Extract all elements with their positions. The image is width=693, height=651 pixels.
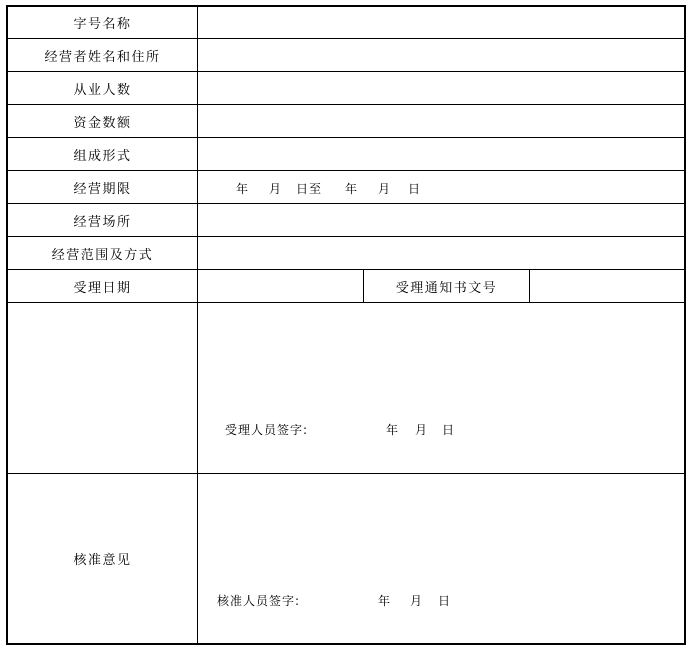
operator-field[interactable] bbox=[198, 39, 684, 71]
form-label: 组成形式 bbox=[8, 138, 198, 170]
form-field[interactable] bbox=[198, 138, 684, 170]
term-year-2: 年 bbox=[345, 182, 359, 196]
premises-field[interactable] bbox=[198, 204, 684, 236]
row-term bbox=[8, 171, 684, 204]
row-operator bbox=[8, 39, 684, 72]
scope-label: 经营范围及方式 bbox=[8, 237, 198, 269]
term-month-1: 月 bbox=[269, 182, 283, 196]
trade-name-field[interactable] bbox=[198, 7, 684, 38]
employees-field[interactable] bbox=[198, 72, 684, 104]
capital-label: 资金数额 bbox=[8, 105, 198, 137]
acceptance-date-field[interactable] bbox=[198, 270, 363, 302]
premises-label: 经营场所 bbox=[8, 204, 198, 236]
row-acceptance bbox=[8, 270, 684, 303]
approval-day: 日 bbox=[438, 594, 452, 608]
registration-form bbox=[6, 5, 686, 645]
acceptor-day: 日 bbox=[442, 423, 456, 437]
trade-name-label: 字号名称 bbox=[8, 7, 198, 38]
acceptor-month: 月 bbox=[415, 423, 429, 437]
row-employees bbox=[8, 72, 684, 105]
row-capital bbox=[8, 105, 684, 138]
acceptor-signature-label: 受理人员签字: bbox=[225, 423, 309, 437]
term-day-to: 日至 bbox=[296, 182, 323, 196]
term-field[interactable] bbox=[198, 171, 684, 203]
acceptor-field[interactable] bbox=[198, 303, 684, 473]
scope-field[interactable] bbox=[198, 237, 684, 269]
approval-field[interactable] bbox=[198, 474, 684, 643]
term-day-2: 日 bbox=[408, 182, 422, 196]
row-scope bbox=[8, 237, 684, 270]
notice-number-field[interactable] bbox=[530, 270, 684, 302]
approval-month: 月 bbox=[410, 594, 424, 608]
acceptance-date-label: 受理日期 bbox=[8, 270, 198, 302]
approval-year: 年 bbox=[378, 594, 392, 608]
notice-number-label: 受理通知书文号 bbox=[395, 280, 498, 296]
acceptor-label bbox=[8, 303, 198, 473]
row-premises bbox=[8, 204, 684, 237]
term-label: 经营期限 bbox=[8, 171, 198, 203]
acceptor-year: 年 bbox=[386, 423, 400, 437]
employees-label: 从业人数 bbox=[8, 72, 198, 104]
term-year-1: 年 bbox=[236, 182, 250, 196]
approval-signature-label: 核准人员签字: bbox=[217, 594, 301, 608]
row-acceptor bbox=[8, 303, 684, 474]
approval-label: 核准意见 bbox=[8, 474, 198, 643]
row-approval bbox=[8, 474, 684, 643]
term-month-2: 月 bbox=[378, 182, 392, 196]
row-trade-name bbox=[8, 7, 684, 39]
operator-label: 经营者姓名和住所 bbox=[8, 39, 198, 71]
row-form bbox=[8, 138, 684, 171]
capital-field[interactable] bbox=[198, 105, 684, 137]
